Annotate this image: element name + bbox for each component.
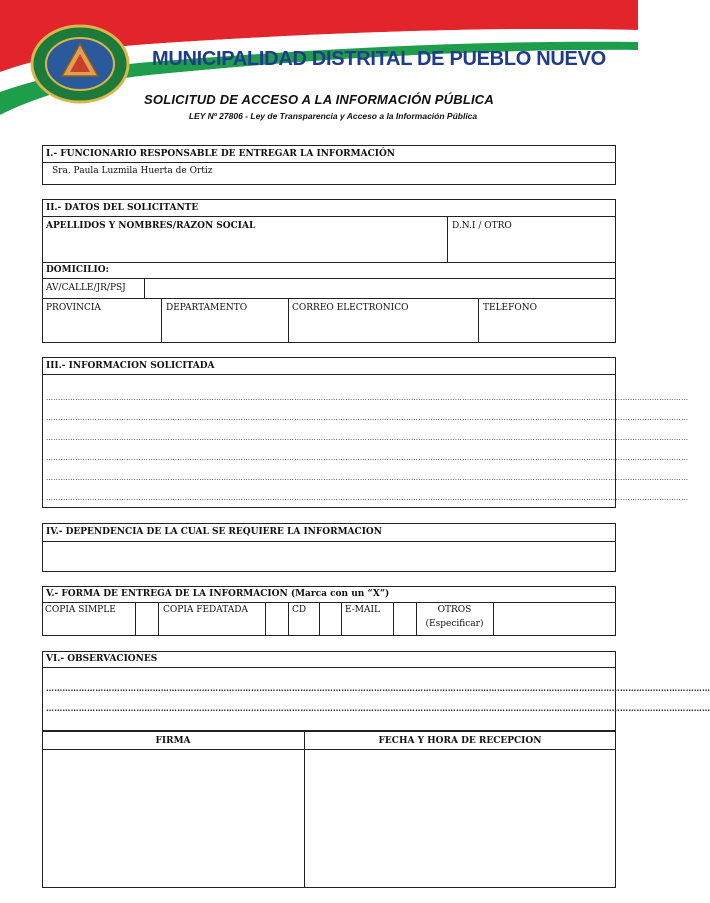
observation-line[interactable]: ……………………………………………………………………………………………………………………………………………………………………………………………………………………… [46,703,710,713]
official-name[interactable]: Sra. Paula Luzmila Huerta de Ortiz [52,166,213,176]
email-label: CORREO ELECTRONICO [292,303,409,313]
info-line[interactable]: ………………………………………………………………………………………………………………………………………………………………………………………………………………………………………… [46,434,689,442]
option-copia-simple: COPIA SIMPLE [45,605,116,615]
reception-date-label: FECHA Y HORA DE RECEPCION [378,736,542,746]
phone-label: TELEFONO [483,303,537,313]
page-subtitle: LEY Nº 27806 - Ley de Transparencia y Acceso a la Información Pública [188,111,478,121]
checkbox-copia-simple[interactable] [136,603,157,635]
province-label: PROVINCIA [46,303,101,313]
address-label: DOMICILIO: [46,265,109,275]
street-label: AV/CALLE/JR/PSJ [46,283,126,293]
name-label: APELLIDOS Y NOMBRES/RAZON SOCIAL [46,221,256,231]
option-otros: OTROS [437,605,472,615]
reception-date-field[interactable] [306,751,614,886]
option-otros-hint: (Especificar) [425,619,484,629]
checkbox-copia-fedatada[interactable] [266,603,287,635]
checkbox-cd[interactable] [320,603,340,635]
info-line[interactable]: ………………………………………………………………………………………………………………………………………………………………………………………………………………………………………… [46,394,689,402]
street-field[interactable] [148,280,612,296]
department-label: DEPARTAMENTO [166,303,248,313]
observation-line[interactable]: ……………………………………………………………………………………………………………………………………………………………………………………………………………………… [46,683,710,693]
option-cd: CD [292,605,307,615]
province-field[interactable] [44,316,159,340]
section-6-heading: VI.- OBSERVACIONES [46,654,158,664]
phone-field[interactable] [481,316,614,340]
info-line[interactable]: ………………………………………………………………………………………………………………………………………………………………………………………………………………………………………… [46,414,689,422]
otros-field[interactable] [494,603,614,635]
name-field[interactable] [46,232,442,260]
info-line[interactable]: ………………………………………………………………………………………………………………………………………………………………………………………………………………………………………… [46,494,689,502]
section-1-heading: I.- FUNCIONARIO RESPONSABLE DE ENTREGAR LA INFORMACIÓN [46,149,396,159]
section-4-heading: IV.- DEPENDENCIA DE LA CUAL SE REQUIERE LA INFORMACION [46,527,382,537]
option-email: E-MAIL [345,605,381,615]
option-copia-fedatada: COPIA FEDATADA [163,605,248,615]
department-field[interactable] [164,316,286,340]
section-2-heading: II.- DATOS DEL SOLICITANTE [46,203,199,213]
section-5-heading: V.- FORMA DE ENTREGA DE LA INFORMACION (Marca con un “X”) [46,589,390,599]
signature-field[interactable] [44,751,302,886]
signature-label: FIRMA [155,736,191,746]
info-line[interactable]: ………………………………………………………………………………………………………………………………………………………………………………………………………………………………………… [46,454,689,462]
email-field[interactable] [291,316,476,340]
section-3 [42,357,689,508]
dni-field[interactable] [452,232,612,260]
municipality-name: MUNICIPALIDAD DISTRITAL DE PUEBLO NUEVO [152,48,606,70]
dependency-field[interactable] [44,543,614,570]
checkbox-email[interactable] [394,603,415,635]
page-title: SOLICITUD DE ACCESO A LA INFORMACIÓN PÚBLICA [144,92,494,107]
info-line[interactable]: ………………………………………………………………………………………………………………………………………………………………………………………………………………………………………… [46,474,689,482]
section-3-heading: III.- INFORMACION SOLICITADA [46,361,215,371]
dni-label: D.N.I / OTRO [452,221,512,231]
